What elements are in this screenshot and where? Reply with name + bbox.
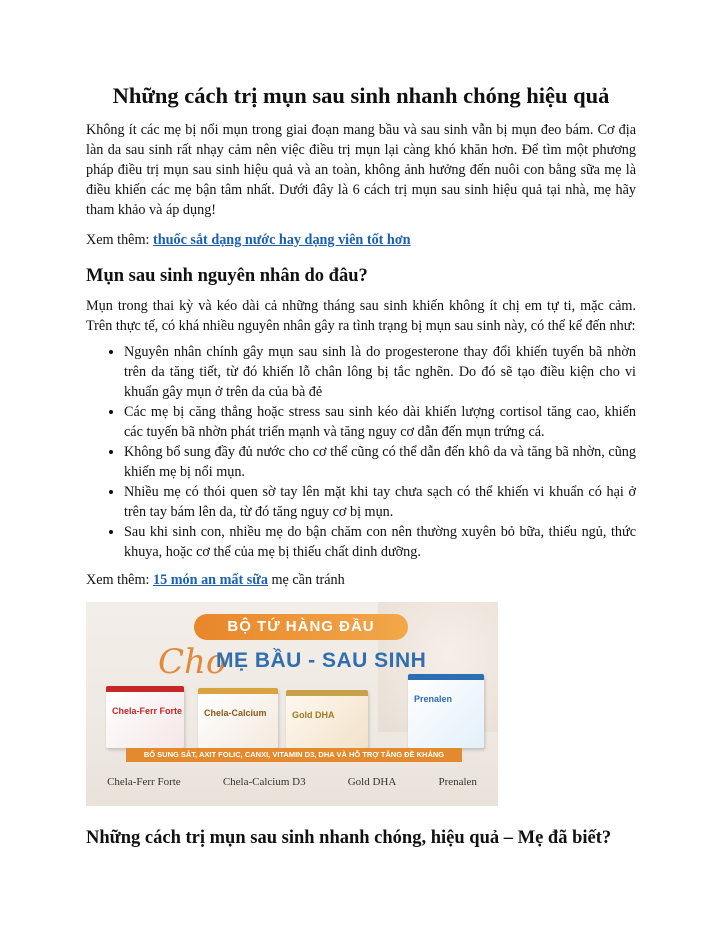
section-heading-methods: Những cách trị mụn sau sinh nhanh chóng, hiệu quả – Mẹ đã biết? <box>86 828 612 848</box>
banner-benefits-strip: BỔ SUNG SẮT, AXIT FOLIC, CANXI, VITAMIN D3, DHA VÀ HỖ TRỢ TĂNG ĐỀ KHÁNG <box>126 748 462 762</box>
brand-name: Gold DHA <box>347 776 397 788</box>
brand-name: Prenalen <box>438 776 477 788</box>
brand-name: Chela-Ferr Forte <box>107 776 181 788</box>
brand-row <box>86 776 498 788</box>
see-also-2-suffix: mẹ cần tránh <box>267 572 345 588</box>
product-box-chela-ferr <box>106 686 184 748</box>
brand-name: Chela-Calcium D3 <box>222 776 306 788</box>
iron-supplement-link[interactable]: thuốc sắt dạng nước hay dạng viên tốt hơn <box>152 232 411 248</box>
product-box-label: Chela-Calcium <box>204 708 267 718</box>
product-box-prenalen <box>408 674 484 748</box>
list-item: • Nguyên nhân chính gây mụn sau sinh là do progesterone thay đổi khiến tuyến bã nhờn trên da tăng tiết, từ đó khiến lỗ chân lông bị tắc nghẽn. Do đó sẽ tạo điều kiện cho vi khuẩn gây mụn ở trên da của bà đẻ <box>124 342 636 402</box>
see-also-1-prefix: Xem thêm: <box>86 232 153 248</box>
list-item: • Sau khi sinh con, nhiều mẹ do bận chăm con nên thường xuyên bỏ bữa, thiếu ngủ, thức khuya, hoặc cơ thể của mẹ bị thiếu chất dinh dưỡng. <box>124 522 636 562</box>
see-also-1 <box>86 230 636 250</box>
intro-paragraph: Không ít các mẹ bị nổi mụn trong giai đoạn mang bầu và sau sinh vẫn bị mụn đeo bám. Cơ địa làn da sau sinh rất nhạy cảm nên việc điều trị mụn lại càng khó khăn hơn. Để tìm một phương pháp điều trị mụn sau sinh hiệu quả và an toàn, không ảnh hưởng đến nuôi con bằng sữa mẹ là điều khiến các mẹ bận tâm nhất. Dưới đây là 6 cách trị mụn sau sinh hiệu quả tại nhà, mẹ hãy tham khảo và áp dụng! <box>86 122 636 218</box>
banner-pill-label: BỘ TỨ HÀNG ĐẦU <box>194 614 408 640</box>
product-box-chela-calcium <box>198 688 278 748</box>
see-also-2 <box>86 570 636 590</box>
causes-list <box>86 342 636 562</box>
list-item: • Nhiều mẹ có thói quen sờ tay lên mặt khi tay chưa sạch có thể khiến vi khuẩn có hại ở trên tay bám lên da, từ đó tăng nguy cơ bị mụn. <box>124 482 636 522</box>
see-also-2-prefix: Xem thêm: <box>86 572 153 588</box>
product-box-label: Prenalen <box>414 694 453 704</box>
foods-to-avoid-link[interactable]: 15 món an mất sữa <box>152 572 268 588</box>
product-banner-image <box>86 602 498 806</box>
banner-script-text: Cho <box>158 642 227 682</box>
page-title: Những cách trị mụn sau sinh nhanh chóng hiệu quả <box>112 83 610 108</box>
section-heading-causes: Mụn sau sinh nguyên nhân do đâu? <box>86 266 368 286</box>
document-content <box>86 82 636 858</box>
product-box-label: Chela-Ferr Forte <box>112 706 183 716</box>
list-item: • Các mẹ bị căng thẳng hoặc stress sau sinh kéo dài khiến lượng cortisol tăng cao, khiến các tuyến bã nhờn phát triển mạnh và tăng nguy cơ dẫn đến mụn trứng cá. <box>124 402 636 442</box>
causes-intro-paragraph: Mụn trong thai kỳ và kéo dài cả những tháng sau sinh khiến không ít chị em tự ti, mặc cảm. Trên thực tế, có khá nhiều nguyên nhân gây ra tình trạng bị mụn sau sinh này, có thể kể đến như: <box>86 298 636 334</box>
list-item: • Không bổ sung đầy đủ nước cho cơ thể cũng có thể dẫn đến khô da và tăng bã nhờn, cũng khiến mẹ bị nổi mụn. <box>124 442 636 482</box>
banner-title: MẸ BẦU - SAU SINH <box>216 649 427 672</box>
product-box-label: Gold DHA <box>292 710 335 720</box>
product-box-gold-dha <box>286 690 368 748</box>
